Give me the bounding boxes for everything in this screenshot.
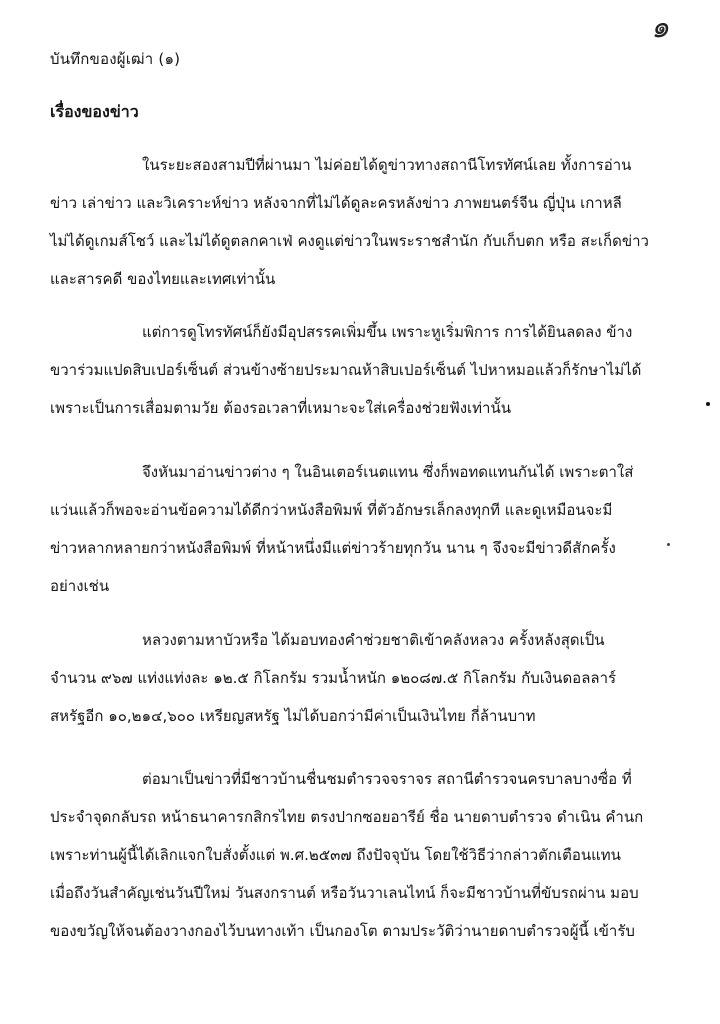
paragraph-2 <box>50 313 690 427</box>
paragraph-3 <box>50 453 690 605</box>
text-line: เพราะท่านผู้นี้ได้เลิกแจกใบสั่งตั้งแต่ พ.ศ.๒๕๓๗ ถึงปัจจุบัน โดยใช้วิธีว่ากล่าวตักเตือนแทน <box>50 846 621 864</box>
document-header: บันทึกของผู้เฒ่า (๑) <box>50 50 181 68</box>
text-line: จึงหันมาอ่านข่าวต่าง ๆ ในอินเตอร์เนตแทน ซึ่งก็พอทดแทนกันได้ เพราะตาใส่ <box>142 463 634 481</box>
text-line: ในระยะสองสามปีที่ผ่านมา ไม่ค่อยได้ดูข่าวทางสถานีโทรทัศน์เลย ทั้งการอ่าน <box>142 156 632 174</box>
text-line: ข่าว เล่าข่าว และวิเคราะห์ข่าว หลังจากที่ไม่ได้ดูละครหลังข่าว ภาพยนตร์จีน ญี่ปุ่น เกาหลี <box>50 194 622 212</box>
scan-speck <box>706 402 710 406</box>
scan-speck <box>667 543 670 546</box>
text-line: ต่อมาเป็นข่าวที่มีชาวบ้านชื่นชมตำรวจจราจร สถานีตำรวจนครบาลบางซื่อ ที่ <box>142 770 632 788</box>
text-line: เพราะเป็นการเสื่อมตามวัย ต้องรอเวลาที่เหมาะจะใส่เครื่องช่วยฟังเท่านั้น <box>50 399 511 417</box>
paragraph-5 <box>50 760 690 950</box>
paragraph-1 <box>50 146 690 298</box>
text-line: ประจำจุดกลับรถ หน้าธนาคารกสิกรไทย ตรงปากซอยอารีย์ ชื่อ นายดาบตำรวจ ดำเนิน คำนก <box>50 808 644 826</box>
text-line: ข่าวหลากหลายกว่าหนังสือพิมพ์ ที่หน้าหนึ่งมีแต่ข่าวร้ายทุกวัน นาน ๆ จึงจะมีข่าวดีสักครั้ง <box>50 539 616 557</box>
text-line: ขวาร่วมแปดสิบเปอร์เซ็นต์ ส่วนข้างซ้ายประมาณห้าสิบเปอร์เซ็นต์ ไปหาหมอแล้วก็รักษาไม่ได้ <box>50 361 642 379</box>
text-line: และสารคดี ของไทยและเทศเท่านั้น <box>50 270 276 288</box>
text-line: ไม่ได้ดูเกมส์โชว์ และไม่ได้ดูตลกคาเฟ่ คงดูแต่ข่าวในพระราชสำนัก กับเก็บตก หรือ สะเก็ดข่าว <box>50 232 649 250</box>
text-line: เมื่อถึงวันสำคัญเช่นวันปีใหม่ วันสงกรานต์ หรือวันวาเลนไทน์ ก็จะมีชาวบ้านที่ขับรถผ่าน มอบ <box>50 884 639 902</box>
text-line: จำนวน ๙๖๗ แท่งแท่งละ ๑๒.๕ กิโลกรัม รวมน้ำหนัก ๑๒๐๘๗.๕ กิโลกรัม กับเงินดอลลาร์ <box>50 669 617 687</box>
text-line: แว่นแล้วก็พอจะอ่านข้อความได้ดีกว่าหนังสือพิมพ์ ที่ตัวอักษรเล็กลงทุกที และดูเหมือนจะมี <box>50 501 613 519</box>
text-line: ของขวัญให้จนต้องวางกองไว้บนทางเท้า เป็นกองโต ตามประวัติว่านายดาบตำรวจผู้นี้ เข้ารับ <box>50 922 635 940</box>
text-line: หลวงตามหาบัวหรือ ได้มอบทองคำช่วยชาติเข้าคลังหลวง ครั้งหลังสุดเป็น <box>142 631 605 649</box>
paragraph-4 <box>50 621 690 735</box>
text-line: แต่การดูโทรทัศน์ก็ยังมีอุปสรรคเพิ่มขึ้น เพราะหูเริ่มพิการ การได้ยินลดลง ข้าง <box>142 323 633 341</box>
text-line: อย่างเช่น <box>50 577 110 595</box>
handwritten-page-number: ๑ <box>647 8 672 47</box>
section-title: เรื่องของข่าว <box>50 102 139 121</box>
text-line: สหรัฐอีก ๑๐,๒๑๔,๖๐๐ เหรียญสหรัฐ ไม่ได้บอกว่ามีค่าเป็นเงินไทย กี่ล้านบาท <box>50 707 536 725</box>
